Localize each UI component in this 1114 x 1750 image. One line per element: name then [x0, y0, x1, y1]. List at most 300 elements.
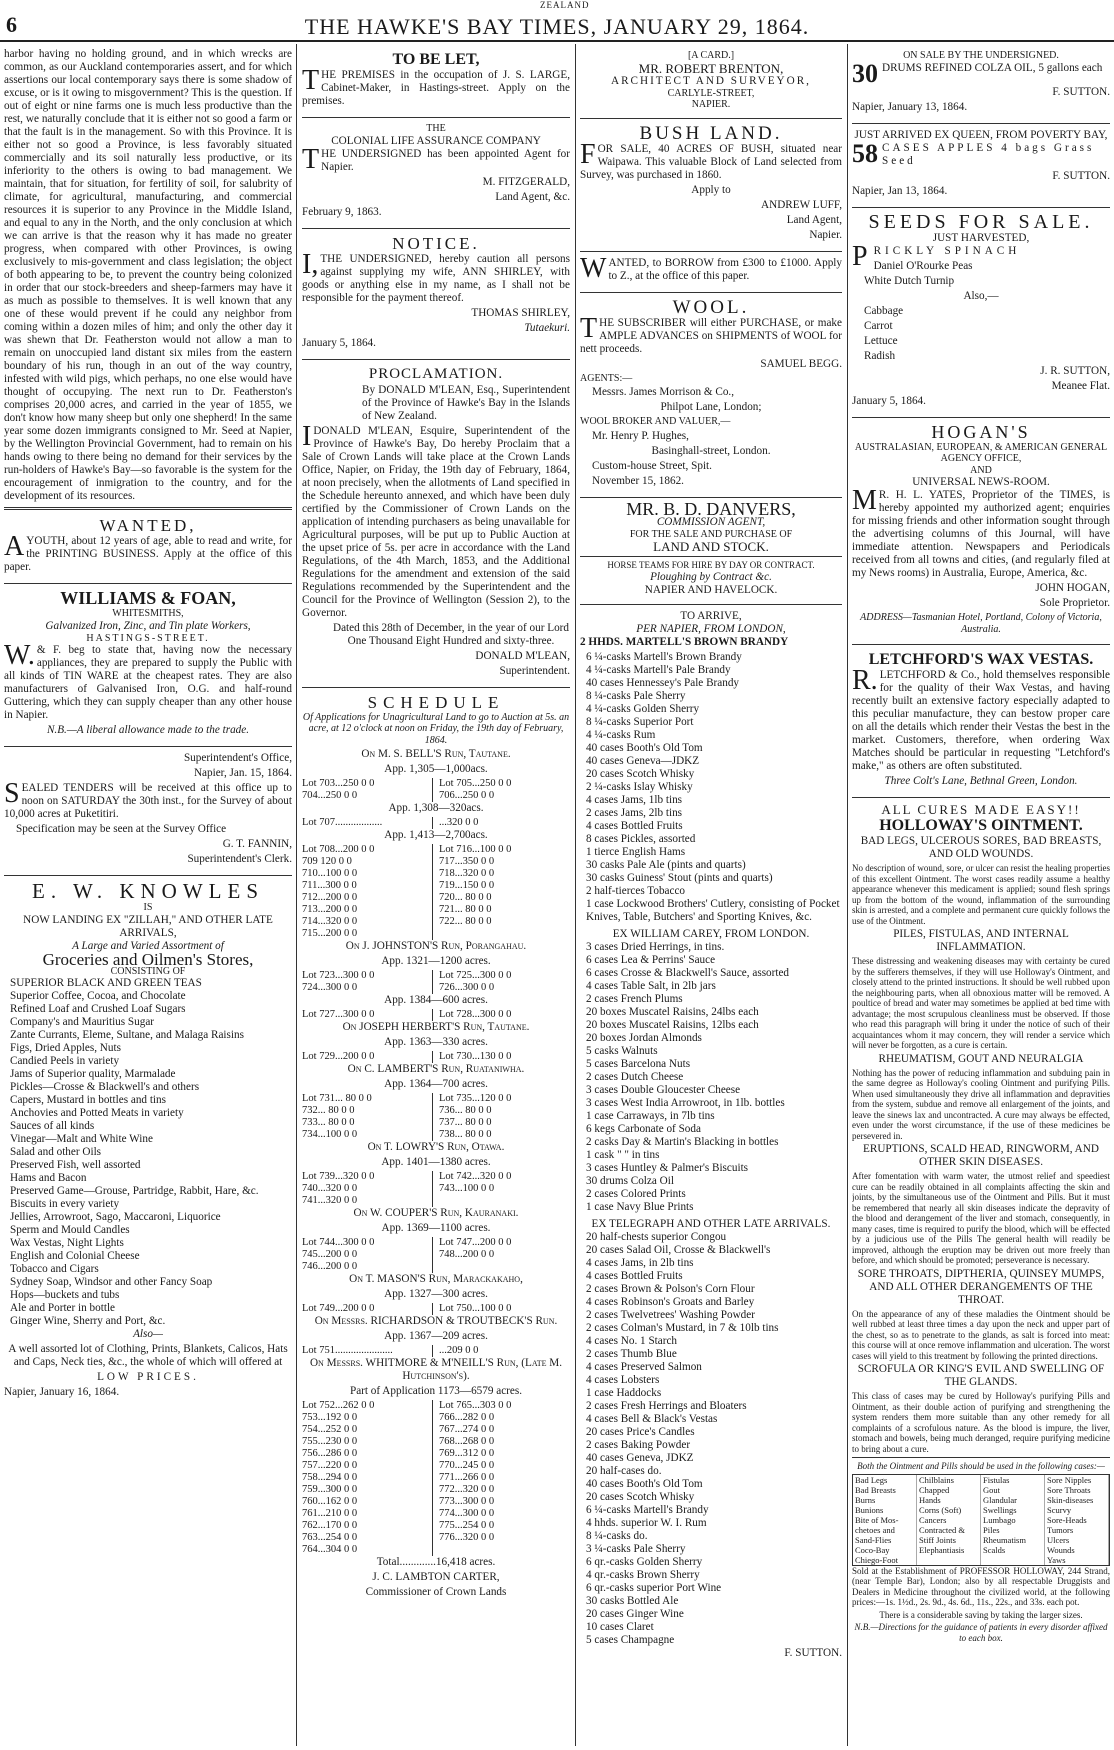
lots-right: [439, 778, 570, 802]
lot-entry: 721... 80 0 0: [439, 904, 492, 915]
schedule-group: [302, 829, 570, 940]
list-item: 2 cases Twelvetrees' Washing Powder: [586, 1308, 755, 1321]
ad-address: CARLYLE-STREET,: [667, 87, 755, 99]
lot-entry: Lot 739...320 0 0: [302, 1171, 375, 1182]
ad-date: November 15, 1862.: [592, 474, 684, 487]
list-item: 4 cases No. 1 Starch: [586, 1334, 678, 1347]
ad-date: Napier, January 13, 1864.: [852, 100, 968, 113]
ad-signature-title: Land Agent, &c.: [495, 190, 570, 203]
divider: [852, 1457, 1110, 1458]
lot-entry: Lot 716...100 0 0: [439, 844, 512, 855]
lot-entry: 714...320 0 0: [302, 916, 358, 927]
list-item: 2 cases French Plums: [586, 992, 683, 1005]
ad-address: ADDRESS—Tasmanian Hotel, Portland, Colony of Victoria, Australia.: [860, 612, 1102, 635]
list-item: 3 cases Dried Herrings, in tins.: [586, 940, 725, 953]
ad-heading: MR. B. D. DANVERS,: [626, 498, 796, 519]
list-item: 30 casks Guiness' Stout (pints and quarts): [586, 871, 773, 884]
list-item: 4 cases Preserved Salmon: [586, 1360, 702, 1373]
list-item: Tobacco and Cigars: [10, 1263, 99, 1275]
list-item: Daniel O'Rourke Peas: [873, 259, 973, 272]
lot-entry: Lot 725...300 0 0: [439, 970, 512, 981]
schedule-run: On T. MASON'S Run, Marackakaho,: [349, 1273, 523, 1285]
lot-entry: Lot 703...250 0 0: [302, 778, 375, 789]
list-item: Anchovies and Potted Meats in variety: [10, 1107, 184, 1119]
ad-agent: Mr. Henry P. Hughes,: [592, 429, 689, 442]
list-item: 4 cases Bottled Fruits: [586, 1269, 683, 1282]
ad-section: [852, 835, 1110, 926]
ad-subheading: IS: [143, 902, 153, 913]
divider: [852, 797, 1110, 798]
column-4: [852, 48, 1110, 1746]
schedule-lots: [302, 817, 570, 829]
schedule-lots: [302, 970, 570, 994]
schedule-lots: [302, 1009, 570, 1021]
list-item: 2 cases Thumb Blue: [586, 1347, 677, 1360]
list-item: 20 boxes Jordan Almonds: [586, 1031, 702, 1044]
ad-heading: HOGAN'S: [931, 421, 1031, 442]
list-item: 8 cases Pickles, assorted: [586, 832, 696, 845]
lots-right: [439, 1093, 570, 1141]
ad-danvers: [580, 498, 842, 601]
schedule-group: [302, 994, 570, 1021]
table-cell: Yaws: [1045, 1555, 1109, 1565]
lot-entry: 746...200 0 0: [302, 1261, 358, 1272]
schedule-groups: [302, 748, 570, 1556]
ad-body: WANTED, to BORROW from £300 to £1000. Apply to Z., at the office of this paper.: [580, 252, 842, 284]
list-item: 6 cases Crosse & Blackwell's Sauce, assorted: [586, 966, 790, 979]
lot-entry: Lot 731... 80 0 0: [302, 1093, 372, 1104]
lot-entry: 763...254 0 0: [302, 1532, 358, 1543]
ad-heading: WILLIAMS & FOAN,: [60, 588, 236, 608]
ad-body: I,THE UNDERSIGNED, hereby caution all persons against supplying my wife, ANN SHIRLEY, with goods or anything else in my name, as I shall not be responsible for the payment thereof.: [302, 248, 570, 304]
ad-address: Custom-house Street, Spit.: [592, 459, 712, 472]
ad-address: NAPIER.: [691, 99, 731, 110]
divider: [580, 497, 842, 498]
table-cell: chetoes and: [853, 1525, 917, 1535]
lot-entry: 733... 80 0 0: [302, 1117, 355, 1128]
schedule-lots: [302, 1093, 570, 1141]
ad-item-list: [580, 651, 842, 924]
ad-body: THE UNDERSIGNED has been appointed Agent for Napier.: [302, 143, 570, 175]
divider: [580, 556, 842, 557]
lot-entry: 748...200 0 0: [439, 1249, 495, 1260]
ad-item-list: [580, 941, 842, 1214]
divider: [852, 644, 1110, 645]
table-cell: Ulcers: [1045, 1535, 1109, 1545]
ad-body: MR. H. L. YATES, Proprietor of the TIMES, is hereby appointed my authorized agent; enquiries for missing friends and other information sought through the advertising columns of this Journal, will have immediate attention. Newspapers and Periodicals received from all towns and cities, (and regularly filed at my News rooms) in Australia, Europe, America, &c.: [852, 485, 1110, 579]
table-cell: Sand-Flies: [853, 1535, 917, 1545]
ad-signature: J. R. SUTTON,: [1040, 364, 1110, 377]
ad-knowles: [4, 879, 292, 1405]
ad-colza-oil: [852, 48, 1110, 120]
list-item: 20 half-chests superior Congou: [586, 1230, 727, 1243]
section-heading: SORE THROATS, DIPTHERIA, QUINSEY MUMPS, AND ALL OTHER DERANGEMENTS OF THE THROAT.: [857, 1267, 1105, 1306]
schedule-group: [302, 748, 570, 802]
lot-entry: 762...170 0 0: [302, 1520, 358, 1531]
newspaper-title: THE HAWKE'S BAY TIMES, JANUARY 29, 1864.: [304, 14, 810, 39]
divider: [302, 228, 570, 229]
list-item: 2 cases Jams, 2lb tins: [586, 806, 683, 819]
ad-heading: THE: [426, 123, 446, 134]
ad-subheading: WHITESMITHS,: [112, 608, 184, 619]
ad-signature-title: Meanee Flat.: [1051, 379, 1110, 392]
ad-section: [852, 928, 1110, 1051]
ad-hogan: [852, 421, 1110, 642]
table-cell: Bunions: [853, 1505, 917, 1515]
lot-entry: 709 120 0 0: [302, 856, 352, 867]
lot-entry: Lot 751......................: [302, 1345, 393, 1356]
table-cell: Chilblains: [917, 1475, 981, 1485]
list-item: 4 ¼-casks Martell's Pale Brandy: [586, 663, 731, 676]
list-item: 4 cases Lobsters: [586, 1373, 660, 1386]
list-item: 30 casks Bottled Ale: [586, 1594, 679, 1607]
ad-body: A well assorted lot of Clothing, Prints, Blankets, Calicos, Hats and Caps, Neck ties, &c., the whole of which will offered at: [8, 1343, 288, 1368]
lot-entry: Lot 749...200 0 0: [302, 1303, 375, 1314]
ad-subheading: COMMISSION AGENT,: [656, 515, 766, 528]
lot-entry: Lot 750...100 0 0: [439, 1303, 512, 1314]
list-item: Preserved Fish, well assorted: [10, 1159, 141, 1171]
schedule-run: On Messrs. WHITMORE & M'NEILL'S Run, (Late M. Hutchinson's).: [309, 1357, 563, 1382]
divider: [302, 359, 570, 360]
list-item: 6 ¼-casks Martell's Brown Brandy: [586, 650, 742, 663]
schedule-application: App. 1401—1380 acres.: [381, 1156, 491, 1168]
list-item: 2 casks Day & Martin's Blacking in bottles: [586, 1135, 779, 1148]
divider: [580, 251, 842, 252]
lots-right: [439, 1237, 570, 1273]
ad-quantity: 58: [852, 138, 878, 168]
ad-signature-title: Napier.: [809, 228, 842, 241]
list-item-lead: PRICKLY SPINACH: [852, 240, 1021, 272]
lot-entry: 758...294 0 0: [302, 1472, 358, 1483]
list-item: 2 cases Colman's Mustard, in 7 & 10lb tins: [586, 1321, 779, 1334]
ad-date: January 5, 1864.: [302, 336, 376, 349]
table-cell: Rheumatism: [981, 1535, 1045, 1545]
section-body: This class of cases may be cured by Holloway's purifying Pills and Ointment, as their double action of purifying and strengthening the system renders them more suitable than any other remedy for all complaints of a scrofulous nature. As the blood is impure, the liver, stomach and bowels, being much deranged, require purifying medicine to bring about a cure.: [852, 1391, 1110, 1454]
lot-entry: 711...300 0 0: [302, 880, 357, 891]
ad-subheading: ARCHITECT AND SURVEYOR,: [611, 74, 811, 87]
list-item: 8 ¼-casks Pale Sherry: [586, 689, 686, 702]
lot-entry: 774...300 0 0: [439, 1508, 495, 1519]
schedule-signature-title: Commissioner of Crown Lands: [365, 1586, 507, 1598]
ad-body: SEALED TENDERS will be received at this office up to noon on SATURDAY the 30th inst., for the Survey of about 10,000 acres at Puketitiri.: [4, 778, 292, 820]
lot-entry: 737... 80 0 0: [439, 1117, 492, 1128]
masthead: [0, 0, 1114, 42]
list-item: 20 cases Price's Candles: [586, 1425, 695, 1438]
ad-heading: JUST ARRIVED EX QUEEN, FROM POVERTY BAY,: [854, 128, 1108, 141]
ad-item-list: [4, 977, 292, 1328]
list-item: 2 cases Colored Prints: [586, 1187, 686, 1200]
table-cell: Swellings: [981, 1505, 1045, 1515]
ad-heading: SEEDS FOR SALE.: [868, 210, 1094, 233]
divider: [4, 507, 292, 510]
ad-subheading: LAND AND STOCK.: [653, 539, 769, 554]
lot-entry: Lot 708...200 0 0: [302, 844, 375, 855]
list-item: Preserved Game—Grouse, Partridge, Rabbit, Hare, &c.: [10, 1185, 259, 1197]
lots-right: [439, 1303, 570, 1315]
ad-heading: COLONIAL LIFE ASSURANCE COMPANY: [331, 134, 541, 147]
list-item: 20 cases Salad Oil, Crosse & Blackwell's: [586, 1243, 771, 1256]
schedule-subheading: Of Applications for Unagricultural Land to go to Auction at 5s. an acre, at 12 o'clock at noon on Friday, the 19th day of February, 1864.: [302, 711, 570, 746]
ad-sealed-tenders: [4, 750, 292, 872]
list-item: 30 casks Pale Ale (pints and quarts): [586, 858, 746, 871]
table-cell: Elephantiasis: [917, 1545, 981, 1555]
ad-subheading: Groceries and Oilmen's Stores,: [42, 949, 254, 969]
table-cell: Bad Legs: [853, 1475, 917, 1485]
ad-agents-label: AGENTS:—: [580, 372, 633, 384]
list-item: 4 ¼-casks Golden Sherry: [586, 702, 700, 715]
list-item: Lettuce: [864, 334, 898, 347]
lots-left: [302, 1171, 433, 1207]
lots-left: [302, 1093, 433, 1141]
ad-date: Napier, January 16, 1864.: [4, 1386, 120, 1398]
table-cell: Piles: [981, 1525, 1045, 1535]
lot-entry: 734...100 0 0: [302, 1129, 358, 1140]
ad-address: Three Colt's Lane, Bethnal Green, London.: [884, 775, 1078, 787]
ad-to-be-let: [302, 48, 570, 114]
ad-heading: LETCHFORD'S WAX VESTAS.: [868, 651, 1094, 668]
table-cell: Bite of Mos-: [853, 1515, 917, 1525]
ad-byline: By DONALD M'LEAN, Esq., Superintendent of the Province of Hawke's Bay in the Islands of New Zealand.: [362, 383, 570, 422]
section-body: Nothing has the power of reducing inflammation and subduing pain in the same degree as Holloway's cooling Ointment and purifying Pills. When used simultaneously they drive all inflammation and depravities from the system, subdue and remove all enlargement of the joints, and leave the sinews lax and uncontracted. A cure may always be effected, even under the worst circumstance, if the use of these medicines be persevered in.: [852, 1067, 1110, 1141]
list-item: Sydney Soap, Windsor and other Fancy Soap: [10, 1276, 213, 1288]
ad-signature: JOHN HOGAN,: [1035, 582, 1110, 594]
lot-entry: 712...200 0 0: [302, 892, 358, 903]
table-cell: Burns: [853, 1495, 917, 1505]
lots-left: [302, 1237, 433, 1273]
lot-entry: 738... 80 0 0: [439, 1129, 492, 1140]
lot-entry: 726...300 0 0: [439, 982, 495, 993]
section-heading: ERUPTIONS, SCALD HEAD, RINGWORM, AND OTHER SKIN DISEASES.: [863, 1143, 1099, 1168]
list-item-lead: 2 HHDS. MARTELL'S BROWN BRANDY: [580, 635, 789, 648]
list-item: White Dutch Turnip: [864, 274, 955, 287]
ad-subheading: AUSTRALASIAN, EUROPEAN, & AMERICAN GENERAL AGENCY OFFICE,: [854, 441, 1108, 464]
list-item: 20 cases Scotch Whisky: [586, 1490, 695, 1503]
ad-sections: [852, 835, 1110, 1454]
ad-signature-title: Sole Proprietor.: [1039, 597, 1110, 609]
section-body: These distressing and weakening diseases may with certainty be cured by the sufferers themselves, if they will use Holloway's Ointment, and closely attend to the printed instructions. It should be well rubbed upon the neighbouring parts, when all obnoxious matter will be removed. A poultice of bread and water may sometimes be applied at bed time with advantage; the most scrupulous cleanliness must be observed. If those who read this paragraph will bring it under the notice of such of their acquaintances whom it may concern, they will render a service which will never be forgotten, as a cure is certain.: [852, 956, 1110, 1050]
list-item: Zante Currants, Eleme, Sultane, and Malaga Raisins: [10, 1029, 244, 1041]
table-cell: [981, 1555, 1045, 1565]
list-item: Company's and Mauritius Sugar: [10, 1016, 155, 1028]
divider: [4, 875, 292, 876]
lot-entry: Lot 765...303 0 0: [439, 1400, 512, 1411]
lot-entry: 755...230 0 0: [302, 1436, 358, 1447]
lots-left: [302, 778, 433, 802]
list-item: Ginger Wine, Sherry and Port, &c.: [10, 1315, 166, 1327]
ad-signature: ANDREW LUFF,: [761, 198, 842, 211]
lot-entry: 764...304 0 0: [302, 1544, 358, 1555]
list-item: 4 cases Table Salt, in 2lb jars: [586, 979, 716, 992]
ad-subheading: JUST HARVESTED,: [932, 231, 1030, 244]
ad-body: CASES APPLES 4 bags Grass Seed: [882, 141, 1095, 167]
column-divider: [575, 44, 576, 1746]
table-cell: Stiff Joints: [917, 1535, 981, 1545]
ad-note: HORSE TEAMS FOR HIRE BY DAY OR CONTRACT.: [607, 560, 815, 570]
schedule-application: App. 1,305—1,000acs.: [384, 763, 488, 775]
lots-left: [302, 1345, 433, 1357]
ad-section: [852, 1363, 1110, 1454]
ad-note: Specification may be seen at the Survey Office: [16, 823, 227, 835]
lot-entry: 776...320 0 0: [439, 1532, 495, 1543]
table-caption: Both the Ointment and Pills should be used in the following cases:—: [857, 1461, 1105, 1471]
divider: [4, 583, 292, 584]
ad-proclamation: [302, 363, 570, 684]
list-item: Sauces of all kinds: [10, 1120, 95, 1132]
ad-agent: Philpot Lane, London;: [660, 401, 762, 413]
list-item: 6 ¼-casks Martell's Brandy: [586, 1503, 709, 1516]
list-item: 4 cases Jams, in 2lb tins: [586, 1256, 694, 1269]
schedule-application: App. 1,308—320acs.: [388, 802, 484, 814]
ad-seeds: [852, 211, 1110, 414]
schedule-total: Total.............16,418 acres.: [376, 1556, 496, 1568]
schedule-group: [302, 1207, 570, 1273]
schedule-group: [302, 1063, 570, 1141]
lots-left: [302, 844, 433, 940]
ad-office: Superintendent's Office,: [183, 752, 292, 764]
ad-body: DRUMS REFINED COLZA OIL, 5 gallons each: [882, 61, 1103, 74]
list-item: Candied Peels in variety: [10, 1055, 120, 1067]
list-item: 8 ¼-casks do.: [586, 1529, 648, 1542]
ad-subheading: Galvanized Iron, Zinc, and Tin plate Workers,: [45, 619, 251, 632]
schedule-application: Part of Application 1173—6579 acres.: [349, 1385, 523, 1397]
schedule-group: [302, 1357, 570, 1556]
ad-note: N.B.—A liberal allowance made to the trade.: [46, 724, 250, 736]
ad-brenton-card: [580, 48, 842, 115]
schedule-application: App. 1367—209 acres.: [384, 1330, 488, 1342]
lots-right: [439, 844, 570, 940]
ad-heading: PROCLAMATION.: [368, 365, 504, 382]
ad-heading: MR. ROBERT BRENTON,: [638, 60, 784, 76]
column-divider: [847, 44, 848, 1746]
ad-note: Ploughing by Contract &c.: [650, 570, 772, 583]
list-item: Hams and Bacon: [10, 1172, 87, 1184]
ad-body: W.& F. beg to state that, having now the necessary appliances, they are prepared to supply the Public with all kinds of TIN WARE at the cheapest rates. They are also manufacturers of Galvanised Iron, O.G. and half-round Guttering, which they can supply cheaper than any other house in Napier.: [4, 640, 292, 721]
ad-colonial-life: [302, 121, 570, 225]
lots-left: [302, 970, 433, 994]
ad-note: Also,—: [963, 289, 999, 302]
list-item: 8 ¼-casks Superior Port: [586, 715, 694, 728]
lot-entry: 759...300 0 0: [302, 1484, 358, 1495]
ad-heading: ALL CURES MADE EASY!!: [881, 802, 1081, 817]
column-divider: [296, 44, 297, 1746]
list-item: Vinegar—Malt and White Wine: [10, 1133, 153, 1145]
ad-heading: WANTED,: [99, 516, 197, 535]
ad-williams-foan: [4, 587, 292, 743]
schedule-run: On J. JOHNSTON'S Run, Porangahau.: [345, 940, 527, 952]
ad-heading: NOTICE.: [392, 233, 480, 253]
schedule-group: [302, 1273, 570, 1315]
ad-signature-title: Tutaekuri.: [524, 321, 570, 334]
lot-entry: ...209 0 0: [439, 1345, 479, 1356]
schedule-signature: J. C. LAMBTON CARTER,: [372, 1571, 500, 1583]
list-item: Superior Coffee, Cocoa, and Chocolate: [10, 990, 186, 1002]
ad-subheading: EX TELEGRAPH AND OTHER LATE ARRIVALS.: [591, 1217, 831, 1230]
ad-body: FOR SALE, 40 ACRES OF BUSH, situated near Waipawa. This valuable Block of Land selected from Survey, was purchased in 1860.: [580, 138, 842, 181]
lot-entry: 717...350 0 0: [439, 856, 495, 867]
lots-left: [302, 817, 433, 829]
lots-right: [439, 1051, 570, 1063]
list-item: 1 case Navy Blue Prints: [586, 1200, 694, 1213]
divider: [580, 604, 842, 605]
ad-subheading: LOW PRICES.: [97, 1371, 199, 1383]
schedule-lots: [302, 1051, 570, 1063]
lot-entry: 771...266 0 0: [439, 1472, 495, 1483]
lots-right: [439, 1400, 570, 1556]
ad-heading: TO BE LET,: [392, 51, 480, 68]
lot-entry: Lot 730...130 0 0: [439, 1051, 512, 1062]
column-3: [580, 48, 842, 1746]
ad-holloway: [852, 801, 1110, 1649]
schedule-group: [302, 1315, 570, 1357]
ad-item-list: [580, 1231, 842, 1647]
table-cell: Scurvy: [1045, 1505, 1109, 1515]
list-item: 4 cases Bell & Black's Vestas: [586, 1412, 718, 1425]
list-item: 40 cases Geneva, JDKZ: [586, 1451, 694, 1464]
divider: [302, 117, 570, 118]
lot-entry: 757...220 0 0: [302, 1460, 358, 1471]
list-item: Jellies, Arrowroot, Sago, Maccaroni, Liquorice: [10, 1211, 221, 1223]
lot-entry: Lot 747...200 0 0: [439, 1237, 512, 1248]
schedule-lots: [302, 778, 570, 802]
list-item: 2 ¼-casks Islay Whisky: [586, 780, 693, 793]
lot-entry: 732... 80 0 0: [302, 1105, 355, 1116]
section-heading: RHEUMATISM, GOUT AND NEURALGIA: [878, 1052, 1084, 1065]
list-item: Radish: [864, 349, 896, 362]
lots-right: [439, 817, 570, 829]
list-item: 2 cases Brown & Polson's Corn Flour: [586, 1282, 755, 1295]
list-item: 1 cask " " in tins: [586, 1148, 660, 1161]
lot-entry: 753...192 0 0: [302, 1412, 358, 1423]
table-cell: Cancers: [917, 1515, 981, 1525]
ad-body: THE PREMISES in the occupation of J. S. LARGE, Cabinet-Maker, in Hastings-street. Apply on the premises.: [302, 65, 570, 107]
lot-entry: 761...210 0 0: [302, 1508, 358, 1519]
ad-note: There is a considerable saving by taking the larger sizes.: [879, 1609, 1083, 1620]
list-item: 4 ¼-casks Rum: [586, 728, 656, 741]
section-heading: PILES, FISTULAS, AND INTERNAL INFLAMMATION.: [893, 928, 1069, 953]
schedule-run: On C. LAMBERT'S Run, Ruataniwha.: [347, 1063, 525, 1075]
list-item: 6 cases Lea & Perrins' Sauce: [586, 953, 716, 966]
ad-signature: F. SUTTON.: [1052, 169, 1110, 182]
ad-dated: Dated this 28th of December, in the year of our Lord One Thousand Eight Hundred and sixty-three.: [333, 621, 569, 647]
ad-heading: WOOL.: [672, 296, 750, 318]
lot-entry: 713...200 0 0: [302, 904, 358, 915]
table-cell: Gout: [981, 1485, 1045, 1495]
list-item: 6 qr.-casks Golden Sherry: [586, 1555, 703, 1568]
list-item: 1 case Haddocks: [586, 1386, 662, 1399]
ad-heading: ON SALE BY THE UNDERSIGNED.: [903, 50, 1059, 61]
ad-signature: G. T. FANNIN,: [222, 838, 292, 850]
page-number: 6: [6, 12, 17, 37]
schedule-run: On JOSEPH HERBERT'S Run, Tautane.: [342, 1021, 530, 1033]
table-cell: Chapped: [917, 1485, 981, 1495]
table-cell: Sore-Heads: [1045, 1515, 1109, 1525]
divider: [302, 687, 570, 688]
list-item: Capers, Mustard in bottles and tins: [10, 1094, 166, 1106]
lots-left: [302, 1400, 433, 1556]
list-item: SUPERIOR BLACK AND GREEN TEAS: [10, 977, 202, 989]
lots-left: [302, 1051, 433, 1063]
ad-heading: HOLLOWAY'S OINTMENT.: [879, 817, 1083, 834]
list-item: 5 cases Champagne: [586, 1633, 675, 1646]
lot-entry: 722... 80 0 0: [439, 916, 492, 927]
lots-left: [302, 1009, 433, 1021]
list-item: Refined Loaf and Crushed Loaf Sugars: [10, 1003, 186, 1015]
editorial-text: harbor having no holding ground, and in which wrecks are common, as our Auckland contemporaries assert, and for which assertions our local contemporary says there is some shadow of excuse, or is it owing to misgovernment? This is the question. If out of eight or nine farms one is much less productive than the rest, we naturally conclude that it is either not so good a farm or that the fault is in the management. So with this Province. It is either not so good a Province, is less favorably situated commercially and its soil naturally less productive, or its inferiority to the others is owing to bad management. We maintain, that for situation, for fertility of soil, for salubrity of climate, for agricultural, manufacturing, and commercial resources it is superior to any Province in the Middle Island, and equal to any in the North, and the only conclusion at which we can arrive is that the reason why it has made no greater progress, when compared with other Provinces, is owing exclusively to mis-government and class legislation; the object of both appearing to be, to prevent the country being colonized in order that our stock-breeders and sheep-farmers may have it as much as possible to themselves. It is well known that any one of these would prevent if he could any neighbor from coming within a dozen miles of him; and only the other day it was shewn that Dr. Featherston would not allow a man to remain on unoccupied land distant six miles from the eastern boundary of his run, though in an out of the way country, infested with wild pigs, which perhaps, no one else would have thought of occupying. The next run to Dr. Featherston's comprises 20,000 acres, and carried in the year of 1855, we don't know how many sheep but only one shepherd! In the same year some dozen immigrants consigned to Mr. Seed at Napier, by the Wellington Provincial Government, had to remain on his hands owing to there being no demand for their services by the run-holders of Hawke's Bay—so favorable is the system for the encouragement of inmigration to the country, and for the development of its resources.: [4, 48, 292, 502]
schedule-application: App. 1,413—2,700acs.: [384, 829, 488, 841]
ad-section: [852, 1053, 1110, 1142]
ad-address: NAPIER AND HAVELOCK.: [644, 583, 778, 596]
list-item: 3 cases West India Arrowroot, in 1lb. bottles: [586, 1096, 785, 1109]
